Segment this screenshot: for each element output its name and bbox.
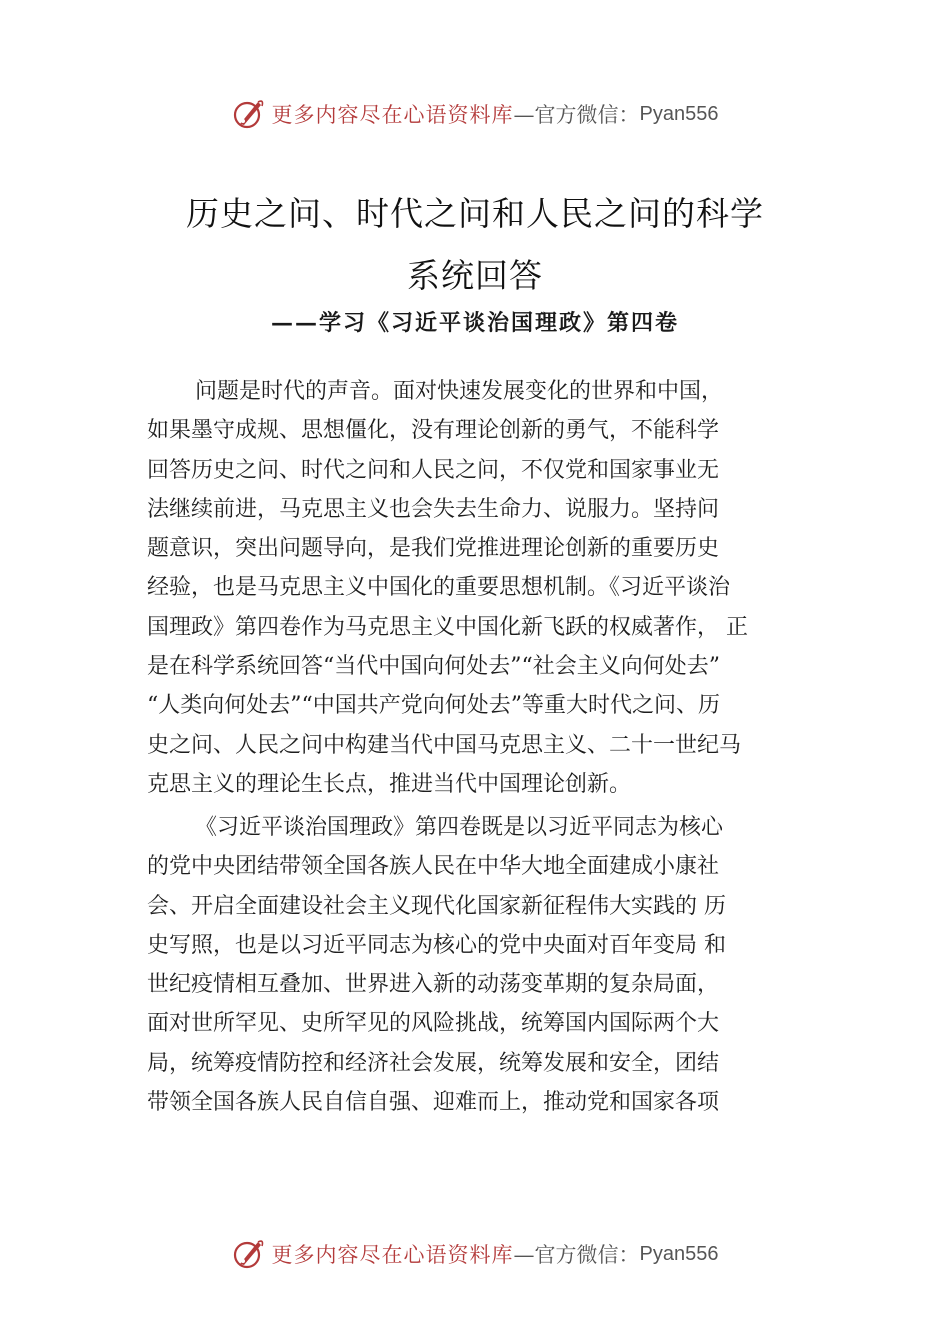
text-line: 面对世所罕见、史所罕见的风险挑战，统筹国内国际两个大 <box>147 1011 720 1037</box>
text-line: 克思主义的理论生长点，推进当代中国理论创新。 <box>147 771 632 797</box>
text-line: 经验，也是马克思主义中国化的重要思想机制。《习近平谈治 <box>147 575 731 601</box>
text-line: 世纪疫情相互叠加、世界进入新的动荡变革期的复杂局面， <box>147 972 720 998</box>
text-line: 局，统筹疫情防控和经济社会发展，统筹发展和安全，团结 <box>147 1050 720 1076</box>
paragraph-2 <box>147 808 837 1122</box>
header-watermark <box>0 92 950 136</box>
watermark-wechat-id: Pyan556 <box>639 102 719 125</box>
footer-watermark <box>0 1232 950 1276</box>
text-line: 史之问、人民之问中构建当代中国马克思主义、二十一世纪马 <box>147 732 742 758</box>
text-line: 法继续前进，马克思主义也会失去生命力、说服力。坚持问 <box>147 496 720 522</box>
text-line: 回答历史之问、时代之问和人民之问，不仅党和国家事业无 <box>147 457 720 483</box>
page-title-line-1: 历史之问、时代之问和人民之问的科学 <box>186 194 764 233</box>
paragraph-1 <box>147 372 837 804</box>
text-line: 问题是时代的声音。面对快速发展变化的世界和中国， <box>195 379 724 404</box>
watermark-separator: —官方微信： <box>513 103 640 127</box>
text-line: 国理政》第四卷作为马克思主义中国化新飞跃的权威著作， 正 <box>147 614 748 640</box>
text-line: “人类向何处去”“中国共产党向何处去”等重大时代之问、历 <box>147 693 720 719</box>
watermark-wechat-id: Pyan556 <box>639 1242 719 1265</box>
quill-pen-logo-icon <box>232 97 266 131</box>
page-title-line-2: 系统回答 <box>407 256 543 295</box>
watermark-separator: —官方微信： <box>513 1243 640 1267</box>
text-line: 史写照，也是以习近平同志为核心的党中央面对百年变局 和 <box>147 932 726 958</box>
quill-pen-logo-icon <box>232 1237 266 1271</box>
page-subtitle: ——学习《习近平谈治国理政》第四卷 <box>270 310 679 336</box>
text-line: 是在科学系统回答“当代中国向何处去”“社会主义向何处去” <box>147 654 720 680</box>
watermark-brand: 更多内容尽在心语资料库 <box>271 103 514 127</box>
text-line: 会、开启全面建设社会主义现代化国家新征程伟大实践的 历 <box>147 893 726 919</box>
text-line: 如果墨守成规、思想僵化，没有理论创新的勇气，不能科学 <box>147 418 720 444</box>
text-line: 《习近平谈治国理政》第四卷既是以习近平同志为核心 <box>195 815 724 840</box>
text-line: 题意识，突出问题导向，是我们党推进理论创新的重要历史 <box>147 536 720 562</box>
text-line: 带领全国各族人民自信自强、迎难而上，推动党和国家各项 <box>147 1090 720 1116</box>
text-line: 的党中央团结带领全国各族人民在中华大地全面建成小康社 <box>147 854 720 880</box>
watermark-brand: 更多内容尽在心语资料库 <box>271 1243 514 1267</box>
